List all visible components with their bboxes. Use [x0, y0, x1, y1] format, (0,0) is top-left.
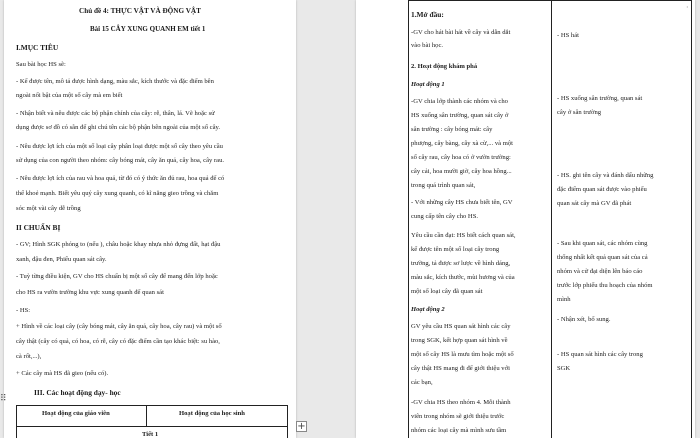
hs-line: - HS quan sát hình các cây trong [557, 351, 643, 358]
hs-line: thống nhất kết quả quan sát của cả [557, 254, 648, 261]
gv-line: cây cải, hoa mười giờ, cây hoa hồng... [411, 168, 512, 175]
document-page-left [4, 0, 296, 438]
hs-line: quan sát cây mà GV đã phát [557, 200, 632, 207]
gv-line: viên trong nhóm sẽ giới thiệu trước [411, 413, 505, 420]
hs-line: trước lớp phiếu thu hoạch của nhóm [557, 282, 653, 289]
intro-heading: 1.Mở đầu: [411, 10, 444, 19]
gv-line: phượng, cây bàng, cây xà cừ,... và một [411, 140, 514, 147]
prep-line: cho HS ra vườn trường khu vực xung quanh để quan sát [16, 289, 164, 296]
prep-line: cây thật (cây có quả, có hoa, có rễ, cây có đặc điểm cần tạo khác biệt: su hào, [16, 338, 220, 345]
gv-line: GV yêu cầu HS quan sát hình các cây [411, 323, 511, 330]
gv-line: vào bài học. [411, 42, 444, 49]
gv-line: trong quá trình quan sát, [411, 182, 476, 189]
gv-line: sân trường : cây bóng mát: cây [411, 126, 493, 133]
table-row-divider [16, 426, 288, 427]
hs-line: - HS hát [557, 32, 579, 39]
gv-line: một số cây HS là mưu tìm hoặc một số [411, 351, 514, 358]
lesson-title: Bài 15 CÂY XUNG QUANH EM tiết 1 [90, 25, 206, 33]
col-student-header: Hoạt động của học sinh [179, 410, 245, 417]
objective-line: thể khoẻ mạnh. Biết yêu quý cây xung quanh, có kĩ năng gieo trồng và chăm [16, 190, 219, 197]
gv-line: màu sắc, kích thước, mùi hương và của [411, 274, 515, 281]
objective-line: dụng được sơ đồ có sẵn để ghi chú tên các bộ phận bên ngoài của một số cây. [16, 124, 221, 131]
gv-line: kể được tên một số loại cây trong [411, 246, 500, 253]
gv-line: Yêu cầu cần đạt: HS biết cách quan sát, [411, 232, 516, 239]
prep-line: - HS: [16, 307, 31, 314]
paragraph-mark-icon: · [686, 3, 689, 12]
table-column-divider [551, 0, 552, 438]
gv-line: một số loại cây đã quan sát [411, 288, 483, 295]
topic-heading: Chủ đề 4: THỰC VẬT VÀ ĐỘNG VẬT [79, 7, 201, 15]
objective-line: - Kể được tên, mô tả được hình dạng, màu sắc, kích thước và đặc điểm bên [16, 78, 214, 85]
prep-line: + Các cây mà HS đã gieo (nếu có). [16, 370, 109, 377]
gv-line: HS xuống sân trường, quan sát cây ở [411, 112, 509, 119]
gv-line: các bạn, [411, 379, 433, 386]
explore-heading: 2. Hoạt động khám phá [411, 63, 478, 70]
objective-line: ngoài nổi bật của một số cây mà em biết [16, 92, 123, 99]
hs-line: SGK [557, 365, 571, 372]
gv-line: - Với những cây HS chưa biết tên, GV [411, 199, 513, 206]
gv-line: trong SGK, kết hợp quan sát hình về [411, 337, 508, 344]
activities-heading: III. Các hoạt động dạy- học [34, 388, 121, 397]
hs-line: - Sau khi quan sát, các nhóm cùng [557, 240, 648, 247]
gv-line: cây thật HS mang đi để giới thiệu với [411, 365, 510, 372]
hs-line: - Nhận xét, bổ sung. [557, 316, 611, 323]
prep-line: - Tuỳ từng điều kiện, GV cho HS chuẩn bị một số cây để mang đến lớp hoặc [16, 273, 218, 280]
activity-2-heading: Hoạt động 2 [411, 306, 445, 313]
period-label: Tiết 1 [142, 431, 159, 438]
objective-line: - Nhận biết và nêu được các bộ phận chính của cây: rễ, thân, lá. Vẽ hoặc sử [16, 110, 215, 117]
add-column-button[interactable]: + [297, 421, 306, 432]
preparation-heading: II CHUẨN BỊ [16, 223, 61, 232]
hs-line: nhóm và cử đại diện lên báo cáo [557, 268, 643, 275]
prep-line: xanh, đậu đen, Phiếu quan sát cây. [16, 256, 107, 263]
table-move-handle-icon[interactable]: ⠿ [0, 394, 7, 404]
objective-line: - Nêu được lợi ích của rau và hoa quả, từ đó có ý thức ăn đủ rau, hoa quả để có [16, 175, 225, 182]
objectives-intro: Sau bài học HS sẽ: [16, 61, 66, 68]
objective-line: sóc một vài cây dễ trồng [16, 205, 81, 212]
prep-line: + Hình về các loại cây (cây bóng mát, cây ăn quả, cây hoa, cây rau) và một số [16, 323, 222, 330]
objectives-heading: I.MỤC TIÊU [16, 43, 59, 52]
hs-line: - HS xuống sân trường, quan sát [557, 95, 643, 102]
objective-line: - Nêu được lợi ích của một số loại cây phân loại được một số cây theo yêu cầu [16, 143, 223, 150]
gv-line: -GV cho hát bài hát về cây và dẫn dắt [411, 29, 511, 36]
col-teacher-header: Hoạt động của giáo viên [42, 410, 110, 417]
gv-line: cung cấp tên cây cho HS. [411, 213, 479, 220]
prep-line: cà rốt,...), [16, 353, 42, 360]
hs-line: đặc điểm quan sát được vào phiếu [557, 186, 647, 193]
prep-line: - GV; Hình SGK phóng to (nếu ), châu hoặc khay nhựa nhỏ đựng đất, hạt đậu [16, 241, 221, 248]
hs-line: - HS. ghi tên cây và đánh dấu những [557, 172, 654, 179]
gv-line: -GV chia HS theo nhóm 4. Mỗi thành [411, 399, 511, 406]
gv-line: -GV chia lớp thành các nhóm và cho [411, 98, 508, 105]
document-page-right [356, 0, 695, 438]
gv-line: trường, tả được sơ lược về hình dáng, [411, 260, 511, 267]
objective-line: sử dụng của con người theo nhóm: cây bóng mát, cây ăn quả, cây hoa, cây rau. [16, 157, 225, 164]
gv-line: nhóm các loại cây mà mình sưu tầm [411, 427, 507, 434]
activity-1-heading: Hoạt động 1 [411, 81, 445, 88]
gv-line: số cây rau, cây hoa có ở vườn trường: [411, 154, 511, 161]
table-column-divider [146, 405, 147, 426]
hs-line: mình [557, 296, 571, 303]
hs-line: cây ở sân trường [557, 109, 602, 116]
